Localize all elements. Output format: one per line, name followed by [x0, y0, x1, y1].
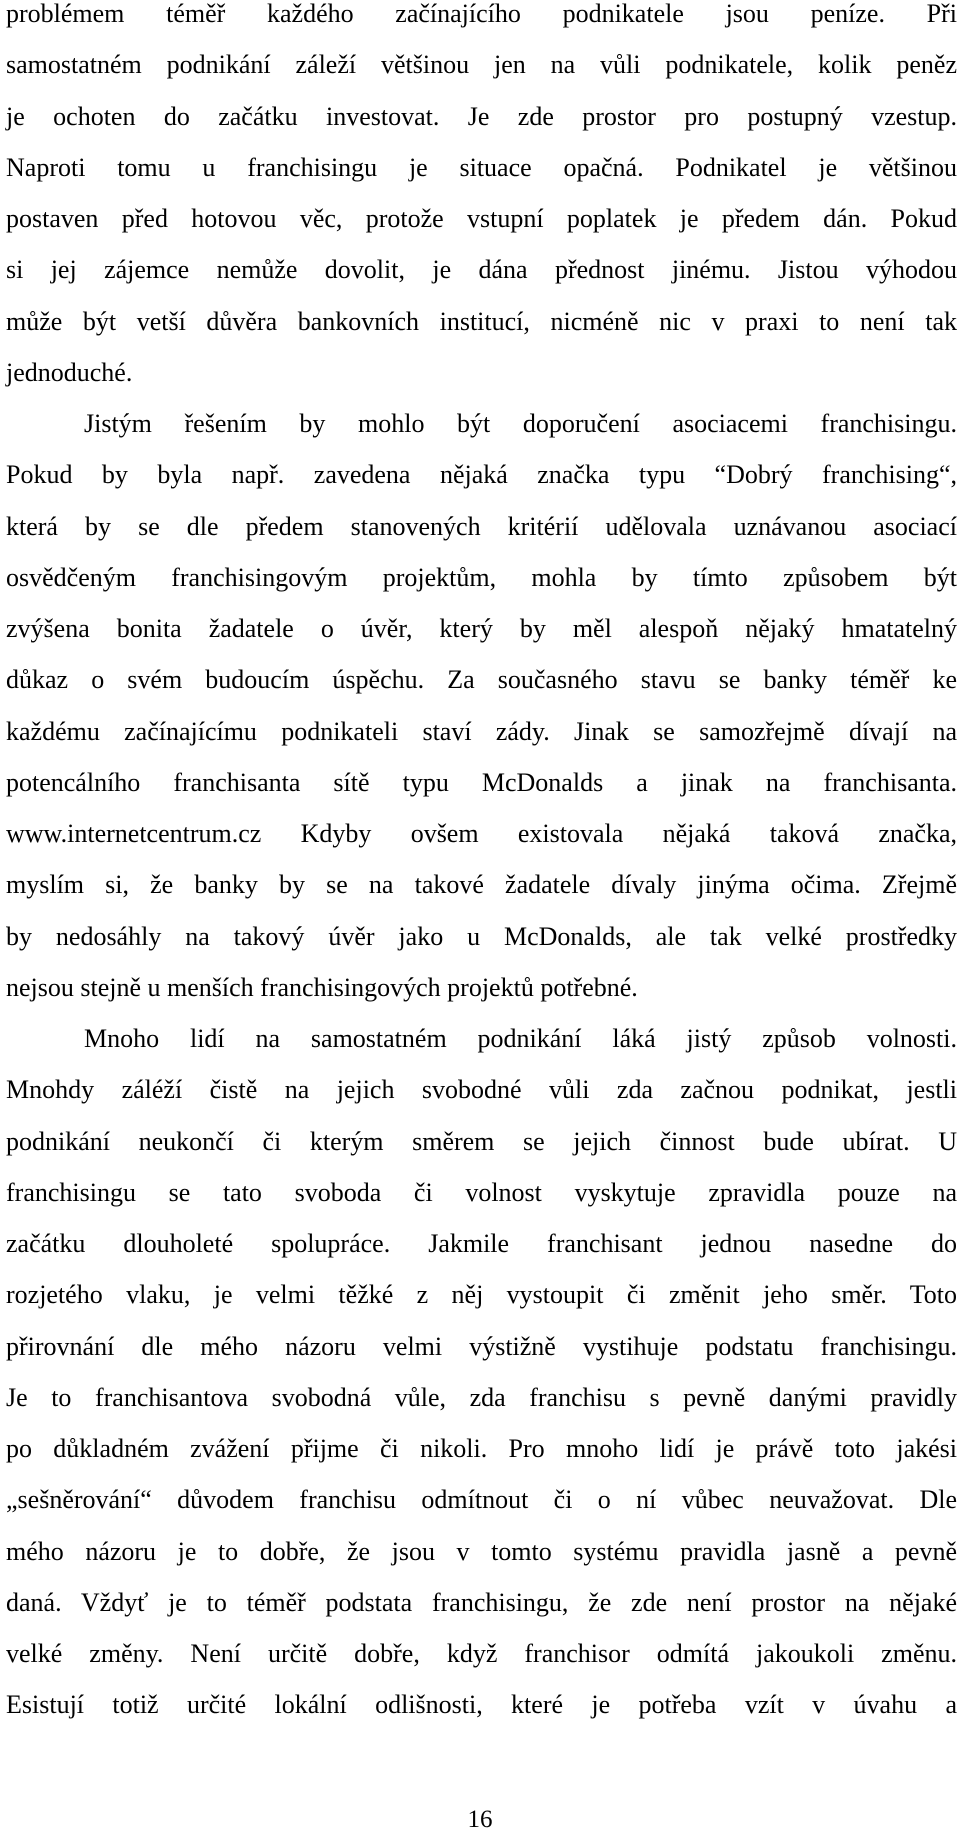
text-line: Mnoho lidí na samostatném podnikání láká jistý způsob volnosti.: [84, 1024, 957, 1053]
text-line: samostatném podnikání záleží většinou jen na vůli podnikatele, kolik peněz: [6, 50, 957, 80]
text-line: www.internetcentrum.cz Kdyby ovšem existovala nějaká taková značka,: [6, 819, 957, 848]
text-line: Mnohdy záléží čistě na jejich svobodné vůli zda začnou podnikat, jestli: [6, 1075, 957, 1105]
text-line: jednoduché.: [6, 357, 133, 387]
text-line: velké změny. Není určitě dobře, když franchisor odmítá jakoukoli změnu.: [6, 1639, 957, 1668]
text-line: Pokud by byla např. zavedena nějaká značka typu “Dobrý franchising“,: [6, 460, 957, 490]
text-line: franchisingu se tato svoboda či volnost vyskytuje zpravidla pouze na: [6, 1177, 957, 1207]
text-line: potencálního franchisanta sítě typu McDonalds a jinak na franchisanta.: [6, 767, 957, 797]
text-line: si jej zájemce nemůže dovolit, je dána přednost jinému. Jistou výhodou: [6, 255, 957, 285]
text-line: podnikání neukončí či kterým směrem se jejich činnost bude ubírat. U: [6, 1126, 957, 1156]
text-line: nejsou stejně u menších franchisingových projektů potřebné.: [6, 972, 638, 1002]
text-line: důkaz o svém budoucím úspěchu. Za současného stavu se banky téměř ke: [6, 665, 957, 695]
text-line: myslím si, že banky by se na takové žadatele dívaly jinýma očima. Zřejmě: [6, 870, 957, 900]
text-line: Naproti tomu u franchisingu je situace opačná. Podnikatel je většinou: [6, 152, 957, 182]
document-body: [6, 0, 957, 1743]
text-line: Je to franchisantova svobodná vůle, zda franchisu s pevně danými pravidly: [6, 1382, 957, 1412]
text-line: Esistují totiž určité lokální odlišnosti, které je potřeba vzít v úvahu a: [6, 1690, 957, 1720]
text-line: by nedosáhly na takový úvěr jako u McDonalds, ale tak velké prostředky: [6, 921, 957, 951]
text-line: problémem téměř každého začínajícího podnikatele jsou peníze. Při: [6, 0, 957, 28]
text-line: rozjetého vlaku, je velmi těžké z něj vystoupit či změnit jeho směr. Toto: [6, 1280, 957, 1310]
text-line: po důkladném zvážení přijme či nikoli. Pro mnoho lidí je právě toto jakési: [6, 1434, 957, 1463]
text-line: Jistým řešením by mohlo být doporučení asociacemi franchisingu.: [84, 409, 957, 438]
text-line: přirovnání dle mého názoru velmi výstižně vystihuje podstatu franchisingu.: [6, 1331, 957, 1361]
page-number: 16: [467, 1806, 493, 1833]
text-line: postaven před hotovou věc, protože vstupní poplatek je předem dán. Pokud: [6, 204, 957, 233]
text-line: daná. Vždyť je to téměř podstata franchisingu, že zde není prostor na nějaké: [6, 1587, 957, 1617]
text-line: začátku dlouholeté spolupráce. Jakmile franchisant jednou nasedne do: [6, 1229, 957, 1258]
text-line: mého názoru je to dobře, že jsou v tomto systému pravidla jasně a pevně: [6, 1536, 957, 1566]
text-line: zvýšena bonita žadatele o úvěr, který by měl alespoň nějaký hmatatelný: [6, 614, 957, 643]
text-line: osvědčeným franchisingovým projektům, mohla by tímto způsobem být: [6, 562, 957, 592]
text-line: je ochoten do začátku investovat. Je zde prostor pro postupný vzestup.: [6, 101, 957, 131]
text-line: která by se dle předem stanovených kritérií udělovala uznávanou asociací: [6, 511, 957, 541]
text-line: každému začínajícímu podnikateli staví zády. Jinak se samozřejmě dívají na: [6, 716, 957, 746]
text-line: „sešněrování“ důvodem franchisu odmítnout či o ní vůbec neuvažovat. Dle: [6, 1485, 957, 1515]
text-lines: [6, 0, 957, 1743]
text-line: může být vetší důvěra bankovních institucí, nicméně nic v praxi to není tak: [6, 306, 957, 336]
